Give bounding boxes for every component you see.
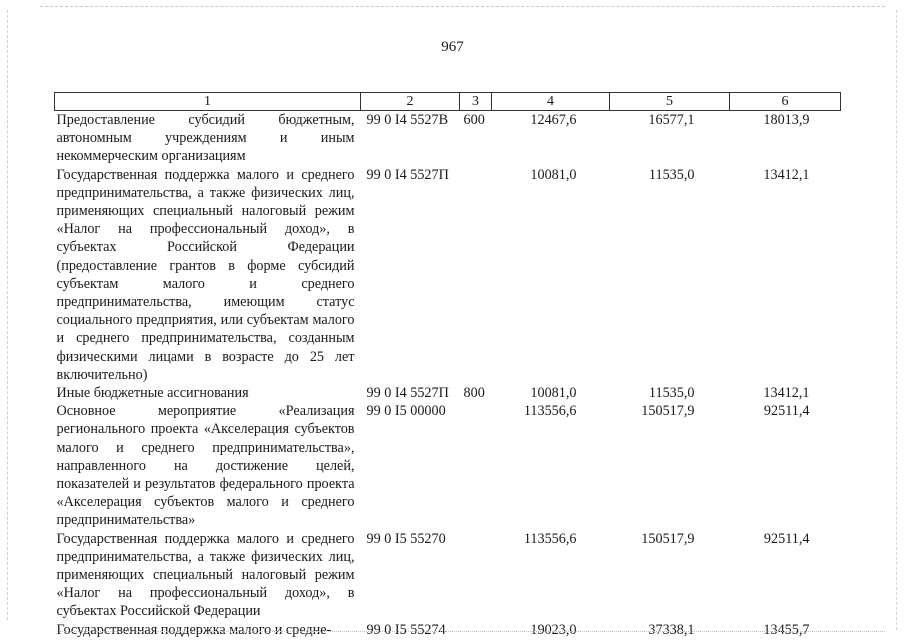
scan-edge-top	[40, 6, 885, 7]
row-code: 99 0 I5 55270	[366, 530, 446, 547]
row-name: Государственная поддержка малого и средне-	[56, 621, 332, 638]
row-value-4: 12467,6	[530, 112, 577, 128]
table-row	[55, 621, 841, 639]
row-value-6: 18013,9	[763, 112, 810, 128]
scan-edge-right	[896, 10, 897, 630]
table-header-row	[55, 93, 841, 111]
column-header: 3	[460, 93, 492, 111]
row-type: 800	[463, 385, 485, 402]
row-value-5: 11535,0	[648, 385, 695, 402]
row-type	[460, 621, 492, 639]
row-name: Иные бюджетные ассигнования	[56, 385, 249, 402]
column-header: 1	[55, 93, 361, 111]
row-value-4: 10081,0	[530, 385, 577, 402]
scan-edge-bottom	[60, 631, 885, 632]
table-row	[55, 166, 841, 384]
row-name: Основное мероприятие «Реализация регионального проекта «Акселерация субъектов малого и среднего предпринимательства», направленного на достижение целей, показателей и результатов федерального проекта «Акселерация субъектов малого и среднего предпринимательства»	[56, 403, 355, 529]
row-type	[460, 402, 492, 529]
row-value-6: 92511,4	[763, 403, 810, 420]
row-code: 99 0 I4 5527П	[366, 166, 449, 183]
row-value-4: 113556,6	[523, 530, 577, 547]
row-name: Предоставление субсидий бюджетным, автономным учреждениям и иным некоммерческим организациям	[56, 112, 355, 165]
scan-edge-left	[7, 10, 8, 620]
row-value-5: 37338,1	[648, 621, 695, 638]
row-value-6: 13455,7	[763, 621, 810, 638]
row-code: 99 0 I5 55274	[366, 621, 446, 638]
row-value-5: 150517,9	[641, 530, 695, 547]
table-row	[55, 402, 841, 529]
row-name: Государственная поддержка малого и среднего предпринимательства, а также физических лиц, применяющих специальный налоговый режим «Налог на профессиональный доход», в субъектах Российской Федерации (предоставление грантов в форме субсидий субъектам малого и среднего предпринимательства, имеющим статус социального предприятия, или субъектам малого и среднего предпринимательства, созданным физическими лицами в возрасте до 25 лет включительно)	[56, 166, 355, 383]
row-value-4: 113556,6	[523, 403, 577, 420]
row-value-6: 92511,4	[763, 530, 810, 547]
column-header: 6	[730, 93, 841, 111]
row-name: Государственная поддержка малого и среднего предпринимательства, а также физических лиц, применяющих специальный налоговый режим «Налог на профессиональный доход», в субъектах Российской Федерации	[56, 530, 355, 620]
budget-table	[54, 92, 841, 639]
table-row	[55, 530, 841, 621]
column-header: 2	[361, 93, 460, 111]
row-value-4: 19023,0	[530, 621, 577, 638]
row-value-5: 16577,1	[648, 112, 695, 128]
column-header: 4	[492, 93, 610, 111]
row-value-5: 150517,9	[641, 403, 695, 420]
table-row	[55, 111, 841, 166]
row-type: 600	[463, 112, 485, 128]
page-number: 967	[441, 39, 464, 55]
row-code: 99 0 I5 00000	[366, 403, 446, 420]
row-value-4: 10081,0	[530, 166, 577, 183]
row-value-5: 11535,0	[648, 166, 695, 183]
row-type	[460, 166, 492, 384]
table-row	[55, 384, 841, 402]
row-code: 99 0 I4 5527П	[366, 385, 449, 402]
row-value-6: 13412,1	[763, 385, 810, 402]
row-value-6: 13412,1	[763, 166, 810, 183]
row-code: 99 0 I4 5527В	[366, 112, 449, 128]
column-header: 5	[610, 93, 730, 111]
row-type	[460, 530, 492, 621]
